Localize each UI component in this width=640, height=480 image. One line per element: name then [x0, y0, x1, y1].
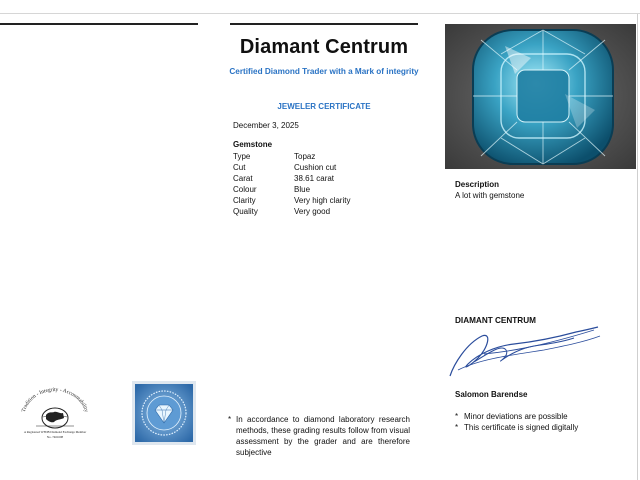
spec-value: Topaz: [294, 152, 316, 161]
company-title: Diamant Centrum: [239, 36, 409, 58]
certificate-date: December 3, 2025: [233, 121, 299, 130]
spec-row: [233, 195, 350, 206]
spec-row: [233, 184, 350, 195]
note-item: * This certificate is signed digitally: [455, 422, 578, 433]
note-item: * Minor deviations are possible: [455, 411, 578, 422]
spec-label: Cut: [233, 163, 246, 172]
description-text: A lot with gemstone: [455, 191, 525, 200]
gemstone-photo: [445, 24, 636, 169]
footnote-text: In accordance to diamond laboratory research methods, these grading results follow from visual assessment by the grader and are therefore subjective: [236, 415, 410, 457]
signer-name: Salomon Barendse: [455, 390, 528, 399]
seal-caption-line2: No. 7461608: [46, 435, 64, 439]
spec-row: [233, 162, 350, 173]
spec-label: Quality: [233, 207, 258, 216]
spec-label: Type: [233, 152, 251, 161]
grading-footnote: [228, 414, 410, 458]
spec-value: Very high clarity: [294, 196, 351, 205]
seal-caption-line1: A Registered WFDB Diamond Exchange Member: [23, 430, 87, 434]
topaz-gem-icon: [445, 24, 636, 169]
signature-company: DIAMANT CENTRUM: [455, 316, 536, 325]
footnote-asterisk: *: [228, 415, 232, 424]
center-header-rule: [230, 23, 418, 25]
signature-icon: [444, 324, 602, 382]
spec-row: [233, 206, 350, 217]
spec-value: Cushion cut: [294, 163, 337, 172]
left-header-rule: [0, 23, 198, 25]
spec-row: [233, 151, 350, 162]
description-heading: Description: [455, 180, 500, 189]
company-tagline: Certified Diamond Trader with a Mark of integrity: [229, 67, 419, 76]
spec-label: Clarity: [233, 196, 256, 205]
seal-arc-text: Tradition - Integrity - Accountability: [20, 386, 90, 413]
spec-value: Blue: [294, 185, 311, 194]
spec-value: 38.61 carat: [294, 174, 335, 183]
gemstone-spec-table: [233, 151, 350, 217]
notes-list: [455, 411, 578, 433]
gemstone-heading: Gemstone: [233, 140, 273, 149]
page-right-edge: [637, 14, 638, 480]
globe-seal-icon: [16, 386, 94, 442]
diamond-badge-icon: [132, 381, 196, 445]
spec-label: Colour: [233, 185, 257, 194]
spec-value: Very good: [294, 207, 331, 216]
spec-label: Carat: [233, 174, 253, 183]
certificate-type: JEWELER CERTIFICATE: [277, 102, 371, 111]
spec-row: [233, 173, 350, 184]
top-divider: [0, 13, 640, 14]
